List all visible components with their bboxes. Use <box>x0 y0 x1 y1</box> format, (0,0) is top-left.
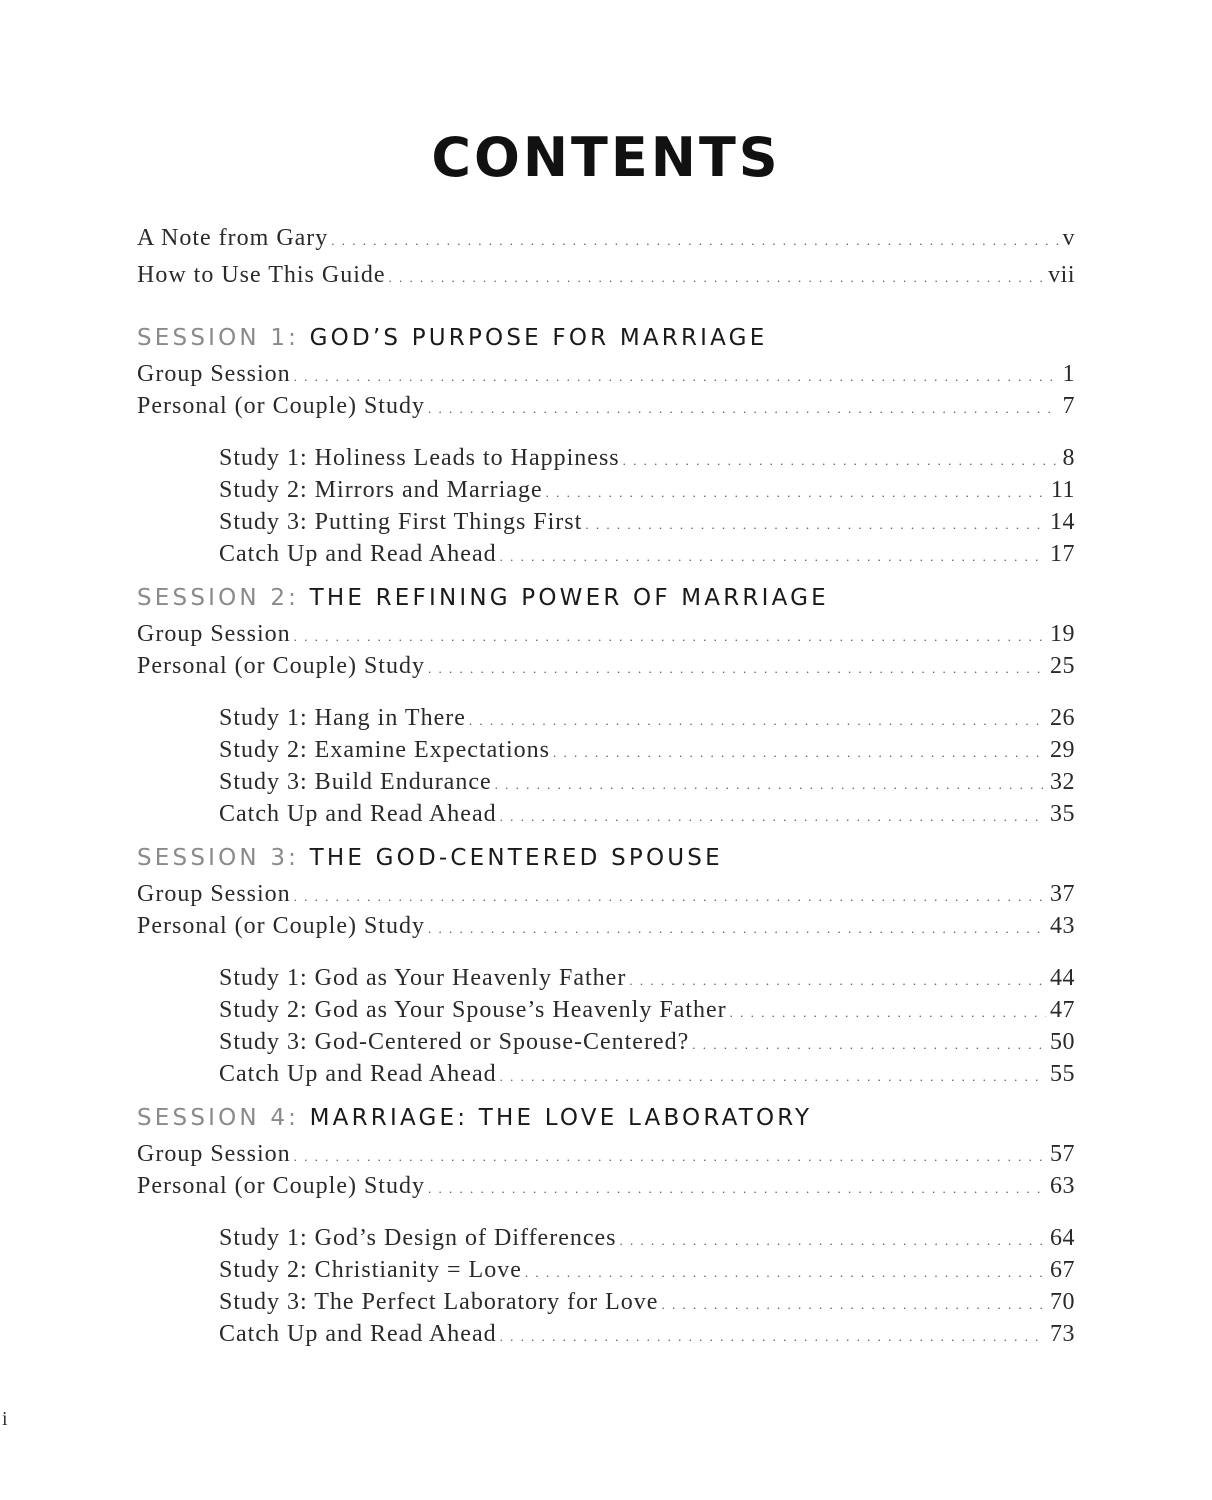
dot-leader <box>389 259 1045 296</box>
page-folio: i <box>2 1408 8 1430</box>
entry-page: 11 <box>1050 477 1075 503</box>
session-number: SESSION 1: <box>137 325 300 351</box>
entry-page: 25 <box>1050 653 1075 679</box>
toc-entry-study[interactable] <box>137 734 1075 766</box>
entry-label: Study 2: God as Your Spouse’s Heavenly Father <box>219 997 727 1023</box>
session-1 <box>137 318 1075 570</box>
toc-entry-note-from-gary[interactable] <box>137 220 1075 257</box>
entry-label: Study 3: God-Centered or Spouse-Centered? <box>219 1029 690 1055</box>
entry-label: Personal (or Couple) Study <box>137 913 425 939</box>
entry-label: Catch Up and Read Ahead <box>219 1061 497 1087</box>
dot-leader <box>500 1061 1046 1093</box>
entry-page: 63 <box>1050 1173 1075 1199</box>
toc-entry-study[interactable] <box>137 1254 1075 1286</box>
entry-label: Group Session <box>137 881 291 907</box>
toc-entry-personal-study[interactable] <box>137 1170 1075 1202</box>
entry-page: 43 <box>1050 913 1075 939</box>
dot-leader <box>500 1321 1046 1353</box>
table-of-contents <box>137 220 1075 1358</box>
entry-label: Study 2: Mirrors and Marriage <box>219 477 543 503</box>
toc-entry-group-session[interactable] <box>137 878 1075 910</box>
entry-label: Study 1: God’s Design of Differences <box>219 1225 617 1251</box>
toc-entry-study[interactable] <box>137 766 1075 798</box>
dot-leader <box>294 881 1046 913</box>
dot-leader <box>294 621 1046 653</box>
session-main-entries <box>137 358 1075 422</box>
entry-label: Study 3: Build Endurance <box>219 769 492 795</box>
dot-leader <box>495 769 1046 801</box>
dot-leader <box>294 1141 1046 1173</box>
session-heading <box>137 1098 1075 1138</box>
session-heading <box>137 838 1075 878</box>
entry-page: 70 <box>1050 1289 1075 1315</box>
toc-entry-group-session[interactable] <box>137 618 1075 650</box>
toc-entry-catch-up[interactable] <box>137 798 1075 830</box>
entry-page: 26 <box>1050 705 1075 731</box>
entry-label: Study 3: The Perfect Laboratory for Love <box>219 1289 659 1315</box>
entry-page: v <box>1062 225 1075 251</box>
entry-label: Study 1: God as Your Heavenly Father <box>219 965 627 991</box>
entry-page: 57 <box>1050 1141 1075 1167</box>
session-2 <box>137 578 1075 830</box>
dot-leader <box>428 393 1059 425</box>
page-title: CONTENTS <box>431 126 781 189</box>
entry-label: Study 1: Holiness Leads to Happiness <box>219 445 620 471</box>
toc-entry-personal-study[interactable] <box>137 650 1075 682</box>
dot-leader <box>692 1029 1046 1061</box>
dot-leader <box>500 801 1046 833</box>
entry-label: Group Session <box>137 621 291 647</box>
dot-leader <box>623 445 1059 477</box>
session-heading <box>137 578 1075 618</box>
entry-label: Study 2: Examine Expectations <box>219 737 550 763</box>
toc-entry-personal-study[interactable] <box>137 390 1075 422</box>
front-matter <box>137 220 1075 294</box>
toc-entry-study[interactable] <box>137 1026 1075 1058</box>
entry-label: Catch Up and Read Ahead <box>219 801 497 827</box>
toc-entry-catch-up[interactable] <box>137 1058 1075 1090</box>
session-4 <box>137 1098 1075 1350</box>
entry-page: 17 <box>1050 541 1075 567</box>
entry-label: How to Use This Guide <box>137 262 386 288</box>
entry-page: 19 <box>1050 621 1075 647</box>
entry-page: 55 <box>1050 1061 1075 1087</box>
entry-label: Personal (or Couple) Study <box>137 393 425 419</box>
toc-entry-study[interactable] <box>137 962 1075 994</box>
toc-entry-study[interactable] <box>137 474 1075 506</box>
toc-entry-study[interactable] <box>137 994 1075 1026</box>
toc-entry-catch-up[interactable] <box>137 538 1075 570</box>
dot-leader <box>629 965 1046 997</box>
dot-leader <box>730 997 1046 1029</box>
toc-entry-study[interactable] <box>137 702 1075 734</box>
entry-page: 29 <box>1050 737 1075 763</box>
session-number: SESSION 3: <box>137 845 300 871</box>
dot-leader <box>428 913 1046 945</box>
session-main-entries <box>137 1138 1075 1202</box>
toc-entry-study[interactable] <box>137 1222 1075 1254</box>
dot-leader <box>428 1173 1046 1205</box>
session-name: MARRIAGE: THE LOVE LABORATORY <box>309 1105 813 1131</box>
session-name: THE GOD-CENTERED SPOUSE <box>309 845 723 871</box>
toc-entry-personal-study[interactable] <box>137 910 1075 942</box>
dot-leader <box>525 1257 1046 1289</box>
entry-page: 32 <box>1050 769 1075 795</box>
toc-entry-study[interactable] <box>137 506 1075 538</box>
session-number: SESSION 2: <box>137 585 300 611</box>
dot-leader <box>500 541 1046 573</box>
session-main-entries <box>137 878 1075 942</box>
entry-page: 37 <box>1050 881 1075 907</box>
dot-leader <box>661 1289 1046 1321</box>
entry-page: 50 <box>1050 1029 1075 1055</box>
toc-entry-group-session[interactable] <box>137 1138 1075 1170</box>
session-name: GOD’S PURPOSE FOR MARRIAGE <box>309 325 768 351</box>
dot-leader <box>469 705 1046 737</box>
entry-label: Catch Up and Read Ahead <box>219 541 497 567</box>
entry-page: vii <box>1048 262 1075 288</box>
entry-page: 1 <box>1062 361 1075 387</box>
entry-page: 73 <box>1050 1321 1075 1347</box>
toc-entry-study[interactable] <box>137 442 1075 474</box>
session-number: SESSION 4: <box>137 1105 300 1131</box>
toc-entry-how-to-use[interactable] <box>137 257 1075 294</box>
entry-label: Personal (or Couple) Study <box>137 1173 425 1199</box>
entry-page: 35 <box>1050 801 1075 827</box>
entry-page: 44 <box>1050 965 1075 991</box>
entry-label: Study 1: Hang in There <box>219 705 466 731</box>
dot-leader <box>620 1225 1047 1257</box>
dot-leader <box>428 653 1046 685</box>
dot-leader <box>331 222 1058 259</box>
entry-page: 8 <box>1062 445 1075 471</box>
session-3 <box>137 838 1075 1090</box>
entry-page: 14 <box>1050 509 1075 535</box>
toc-entry-group-session[interactable] <box>137 358 1075 390</box>
entry-label: Catch Up and Read Ahead <box>219 1321 497 1347</box>
entry-label: Group Session <box>137 361 291 387</box>
entry-page: 47 <box>1050 997 1075 1023</box>
entry-page: 67 <box>1050 1257 1075 1283</box>
entry-label: Study 3: Putting First Things First <box>219 509 583 535</box>
entry-label: A Note from Gary <box>137 225 329 251</box>
entry-label: Personal (or Couple) Study <box>137 653 425 679</box>
session-main-entries <box>137 618 1075 682</box>
entry-page: 7 <box>1062 393 1075 419</box>
dot-leader <box>585 509 1046 541</box>
entry-page: 64 <box>1050 1225 1075 1251</box>
dot-leader <box>546 477 1047 509</box>
entry-label: Group Session <box>137 1141 291 1167</box>
session-name: THE REFINING POWER OF MARRIAGE <box>309 585 829 611</box>
dot-leader <box>294 361 1059 393</box>
dot-leader <box>553 737 1046 769</box>
toc-entry-catch-up[interactable] <box>137 1318 1075 1350</box>
entry-label: Study 2: Christianity = Love <box>219 1257 522 1283</box>
toc-entry-study[interactable] <box>137 1286 1075 1318</box>
session-heading <box>137 318 1075 358</box>
